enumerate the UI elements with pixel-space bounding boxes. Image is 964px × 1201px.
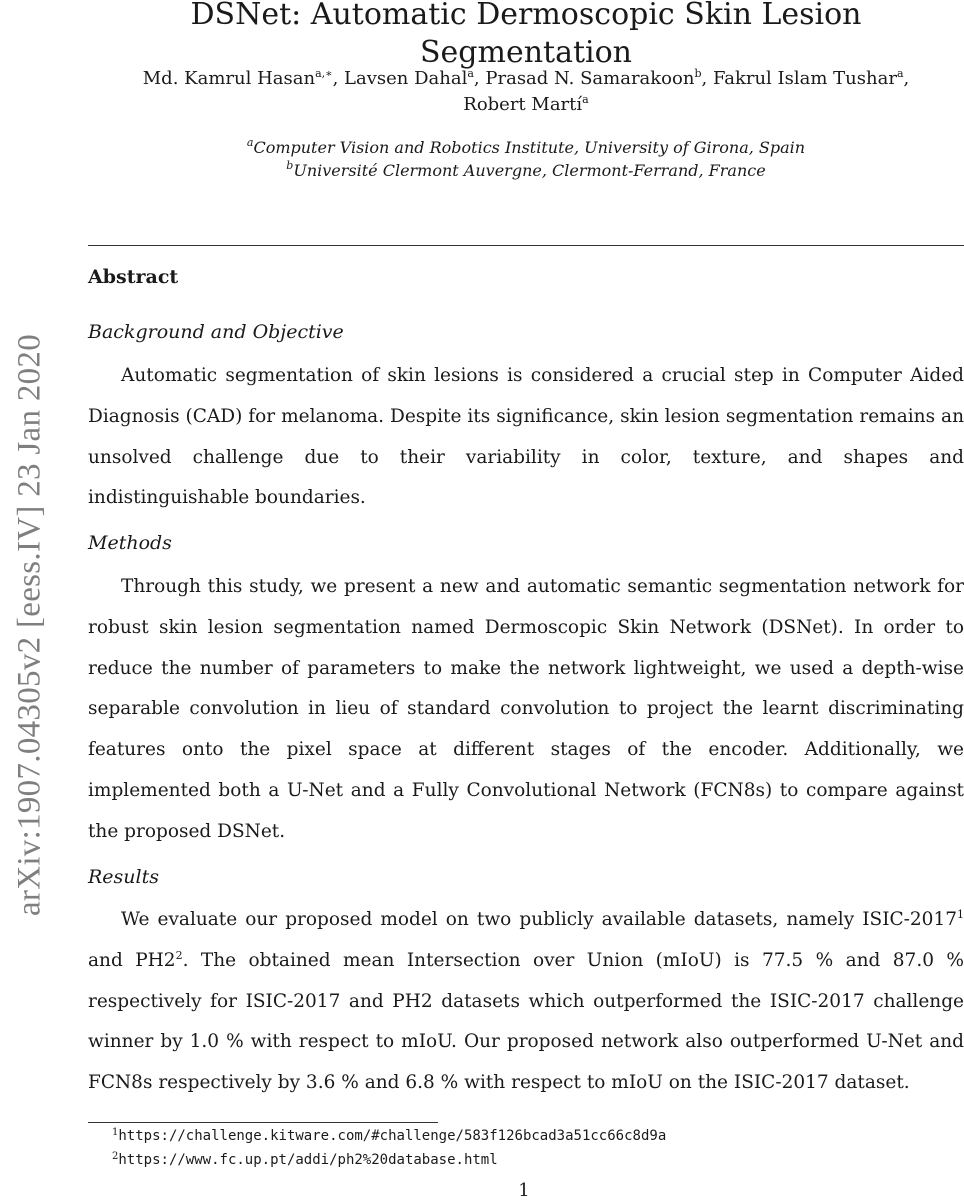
- footnote-divider: [88, 1122, 438, 1123]
- results-heading: Results: [88, 866, 159, 888]
- author-affiliation-mark: a: [467, 67, 474, 80]
- page-number: 1: [518, 1180, 530, 1201]
- methods-heading: Methods: [88, 532, 172, 554]
- author-affiliation-mark: a: [582, 93, 589, 106]
- author-affiliation-mark: a: [896, 67, 904, 80]
- methods-paragraph: Through this study, we present a new and automatic semantic segmentation network for robust skin lesion segmentation named Dermoscopic Skin Network (DSNet). In order to reduce the number of parameters to make the network lightweight, we used a depth-wise separable convolution in lieu of standard convolution to project the learnt discriminating features onto the pixel space at different stages of the encoder. Additionally, we implemented both a U-Net and a Fully Convolutional Network (FCN8s) to compare against the proposed DSNet.: [88, 576, 964, 842]
- author-list: Md. Kamrul Hasan$^{a,∗}$, Lavsen Dahal$^a$, Prasad N. Samarakoon$^b$, Fakrul Islam Tushar$^a$, Robert Martí$^a$: [142, 67, 910, 115]
- arxiv-identifier: arXiv:1907.04305v2 [eess.IV] 23 Jan 2020: [11, 333, 48, 917]
- footnote-ref: 1: [957, 908, 964, 921]
- background-heading: Background and Objective: [88, 321, 344, 343]
- results-paragraph: We evaluate our proposed model on two publicly available datasets, namely ISIC-2017$^1$ and $PH2^2$. The obtained mean Intersection over Union (mIoU) is 77.5 % and 87.0 % respectively for ISIC-2017 and PH2 datasets which outperformed the ISIC-2017 challenge winner by 1.0 % with respect to mIoU. Our proposed network also outperformed U-Net and FCN8s respectively by 3.6 % and 6.8 % with respect to mIoU on the ISIC-2017 dataset.: [88, 908, 964, 1094]
- abstract-heading: Abstract: [88, 266, 179, 288]
- background-paragraph: Automatic segmentation of skin lesions is considered a crucial step in Computer Aided Diagnosis (CAD) for melanoma. Despite its significance, skin lesion segmentation remains an unsolved challenge due to their variability in color, texture, and shapes and indistinguishable boundaries.: [88, 365, 964, 509]
- footnote-1: $^1$https://challenge.kitware.com/#challenge/583f126bcad3a51cc66c8d9a: [112, 1127, 667, 1144]
- author-name: Fakrul Islam Tushar: [712, 68, 897, 89]
- author-name: Prasad N. Samarakoon: [485, 68, 695, 89]
- paper-title: DSNet: Automatic Dermoscopic Skin Lesion Segmentation: [190, 0, 862, 70]
- footnote-url: https://challenge.kitware.com/#challenge/583f126bcad3a51cc66c8d9a: [118, 1128, 667, 1144]
- author-name: Lavsen Dahal: [344, 68, 468, 89]
- affiliations: [88, 136, 964, 182]
- affiliation-line: $^a$Computer Vision and Robotics Institute, University of Girona, Spain: [246, 136, 806, 157]
- footnote-ref: 2: [175, 948, 183, 962]
- footnote-url: https://www.fc.up.pt/addi/ph2%20database.html: [118, 1152, 498, 1168]
- header-divider: [88, 245, 964, 246]
- affiliation-line: $^b$Université Clermont Auvergne, Clermont-Ferrand, France: [286, 159, 766, 180]
- author-name: Robert Martí: [463, 94, 583, 115]
- author-name: Md. Kamrul Hasan: [142, 68, 316, 89]
- author-affiliation-mark: a,∗: [315, 67, 333, 80]
- author-affiliation-mark: b: [694, 67, 702, 80]
- footnote-2: $^2$https://www.fc.up.pt/addi/ph2%20database.html: [112, 1151, 498, 1168]
